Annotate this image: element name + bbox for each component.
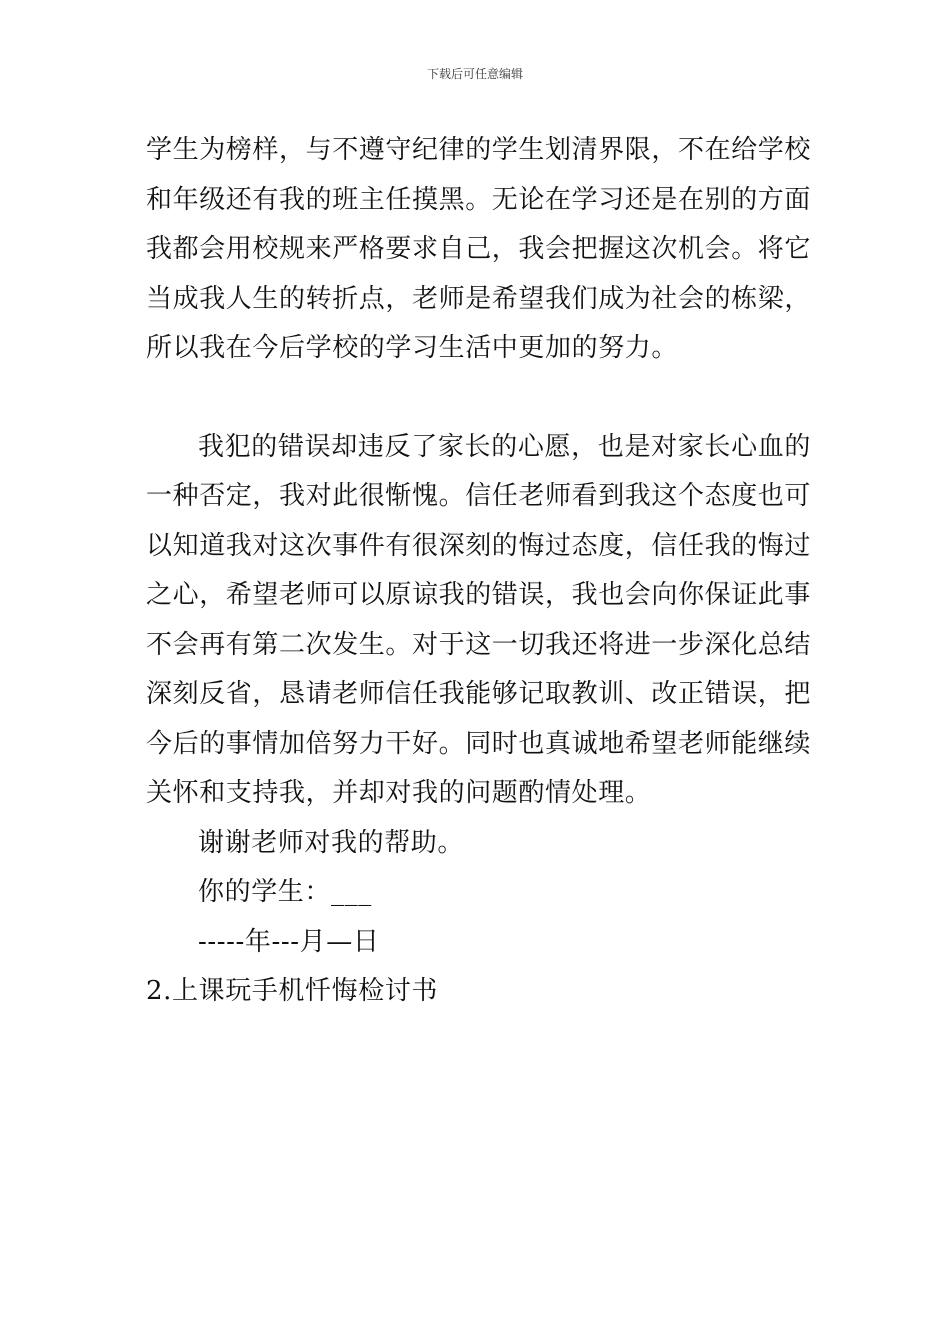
section-heading: 2.上课玩手机忏悔检讨书	[146, 976, 439, 1006]
thanks-line: 谢谢老师对我的帮助。	[198, 827, 465, 858]
paragraph-continuation: 学生为榜样，与不遵守纪律的学生划清界限，不在给学校和年级还有我的班主任摸黑。无论在学习还是在别的方面我都会用校规来严格要求自己，我会把握这次机会。将它当成我人生的转折点，老师是希望我们成为社会的栋梁，所以我在今后学校的学习生活中更加的努力。	[146, 135, 812, 363]
paragraph-apology: 我犯的错误却违反了家长的心愿，也是对家长心血的一种否定，我对此很惭愧。信任老师看到我这个态度也可以知道我对这次事件有很深刻的悔过态度，信任我的悔过之心，希望老师可以原谅我的错误，我也会向你保证此事不会再有第二次发生。对于这一切我还将进一步深化总结深刻反省，恳请老师信任我能够记取教训、改正错误，把今后的事情加倍努力干好。同时也真诚地希望老师能继续关怀和支持我，并却对我的问题酌情处理。	[146, 431, 812, 808]
date-line: -----年---月—日	[198, 926, 380, 957]
document-body	[146, 126, 811, 1017]
page-header-note: 下载后可任意编辑	[426, 67, 523, 81]
signature-line: 你的学生：___	[198, 877, 372, 907]
